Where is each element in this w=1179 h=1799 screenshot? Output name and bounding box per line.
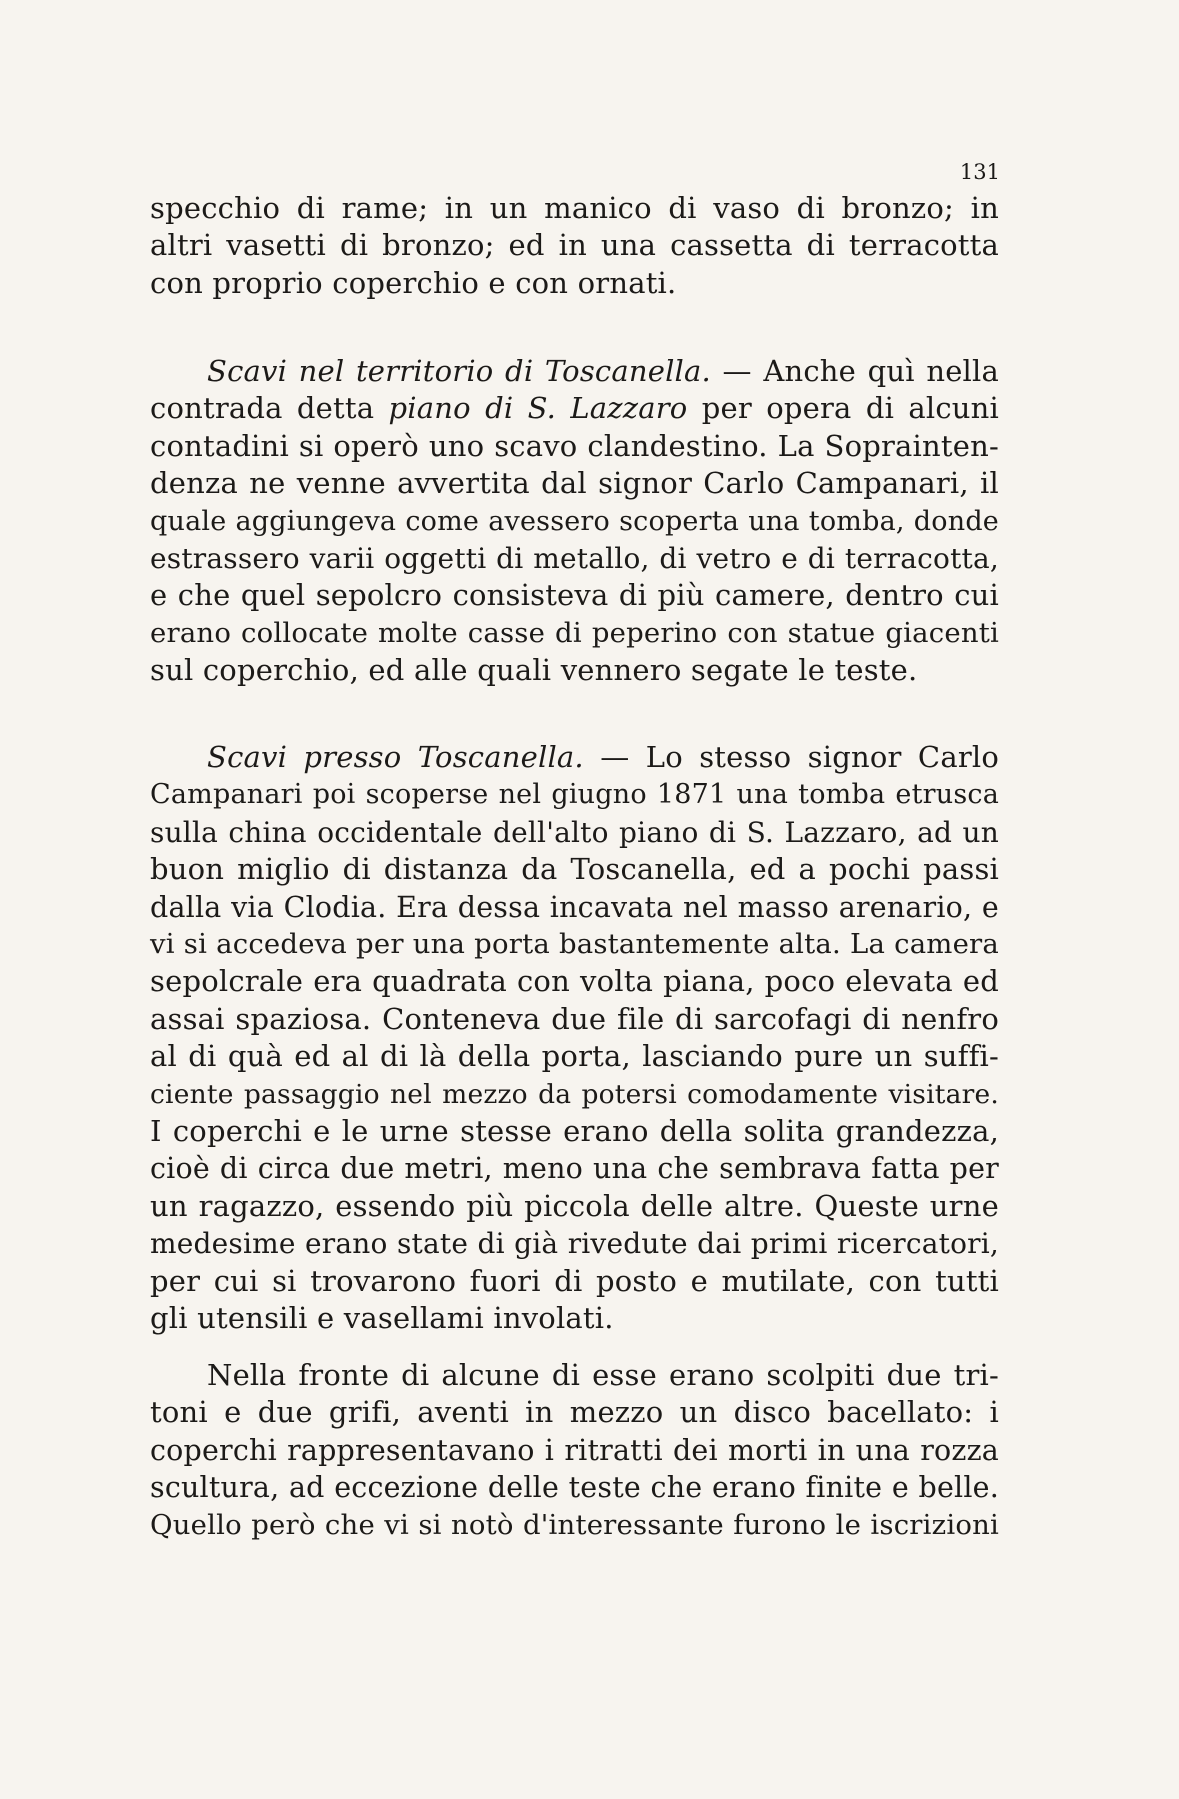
text-line: Quello però che vi si notò d'interessante furono le iscrizioni <box>150 1508 999 1541</box>
text-line: al di quà ed al di là della porta, lasciando pure un suffi- <box>150 1039 999 1074</box>
text-line: I coperchi e le urne stesse erano della solita grandezza, <box>150 1114 999 1149</box>
text-line: con proprio coperchio e con ornati. <box>150 265 677 300</box>
section-heading: Scavi presso Toscanella. <box>207 740 584 774</box>
section-2-paragraph <box>150 739 999 1338</box>
section-3-paragraph <box>150 1357 999 1544</box>
text-line: medesime erano state di già rivedute dai primi ricercatori, <box>150 1227 999 1261</box>
text-line: altri vasetti di bronzo; ed in una cassetta di terracotta <box>150 228 999 263</box>
text-line: scultura, ad eccezione delle teste che erano finite e belle. <box>150 1471 999 1505</box>
intro-paragraph <box>150 190 999 302</box>
text-line <box>150 390 999 427</box>
section-heading: Scavi nel territorio di Toscanella. <box>207 354 711 388</box>
text-line: Campanari poi scoperse nel giugno 1871 una tomba etrusca <box>150 779 999 811</box>
text-fragment: per opera di alcuni <box>687 391 999 426</box>
text-line: un ragazzo, essendo più piccola delle altre. Queste urne <box>150 1188 999 1223</box>
text-line <box>150 739 999 776</box>
text-line: toni e due grifi, aventi in mezzo un disco bacellato: i <box>150 1395 999 1430</box>
text-line: estrassero varii oggetti di metallo, di vetro e di terracotta, <box>150 542 999 576</box>
text-line: gli utensili e vasellami involati. <box>150 1301 614 1336</box>
text-line: sul coperchio, ed alle quali vennero segate le teste. <box>150 653 918 688</box>
italic-place-name: piano di S. Lazzaro <box>388 391 688 426</box>
text-line: dalla via Clodia. Era dessa incavata nel masso arenario, e <box>150 890 999 924</box>
text-line: denza ne venne avvertita dal signor Carlo Campanari, il <box>150 466 999 501</box>
text-line: cioè di circa due metri, meno una che sembrava fatta per <box>150 1152 999 1186</box>
text-line: erano collocate molte casse di peperino con statue giacenti <box>150 616 999 649</box>
text-line: contadini si operò uno scavo clandestino. La Soprainten- <box>150 428 999 463</box>
text-line: sepolcrale era quadrata con volta piana, poco elevata ed <box>150 964 999 999</box>
text-line: coperchi rappresentavano i ritratti dei morti in una rozza <box>150 1433 999 1467</box>
text-line: Nella fronte di alcune di esse erano scolpiti due tri- <box>207 1358 999 1392</box>
text-line: assai spaziosa. Conteneva due file di sarcofagi di nenfro <box>150 1001 999 1036</box>
text-line: ciente passaggio nel mezzo da potersi comodamente visitare. <box>150 1078 999 1110</box>
text-fragment: contrada detta <box>150 391 389 426</box>
heading-line-rest: — Anche quì nella <box>722 354 1000 388</box>
text-line: e che quel sepolcro consisteva di più camere, dentro cui <box>150 578 999 613</box>
section-1-paragraph <box>150 353 999 690</box>
text-line: per cui si trovarono fuori di posto e mutilate, con tutti <box>150 1263 999 1298</box>
text-line: buon miglio di distanza da Toscanella, ed a pochi passi <box>150 852 999 887</box>
text-line: specchio di rame; in un manico di vaso di bronzo; in <box>150 191 999 225</box>
heading-line-rest: — Lo stesso signor Carlo <box>600 740 1000 774</box>
text-line: quale aggiungeva come avessero scoperta una tomba, donde <box>150 505 999 537</box>
page-number: 131 <box>959 160 1000 184</box>
text-line <box>150 353 999 390</box>
text-line: vi si accedeva per una porta bastantemente alta. La camera <box>150 928 999 961</box>
text-line: sulla china occidentale dell'alto piano di S. Lazzaro, ad un <box>150 815 999 849</box>
